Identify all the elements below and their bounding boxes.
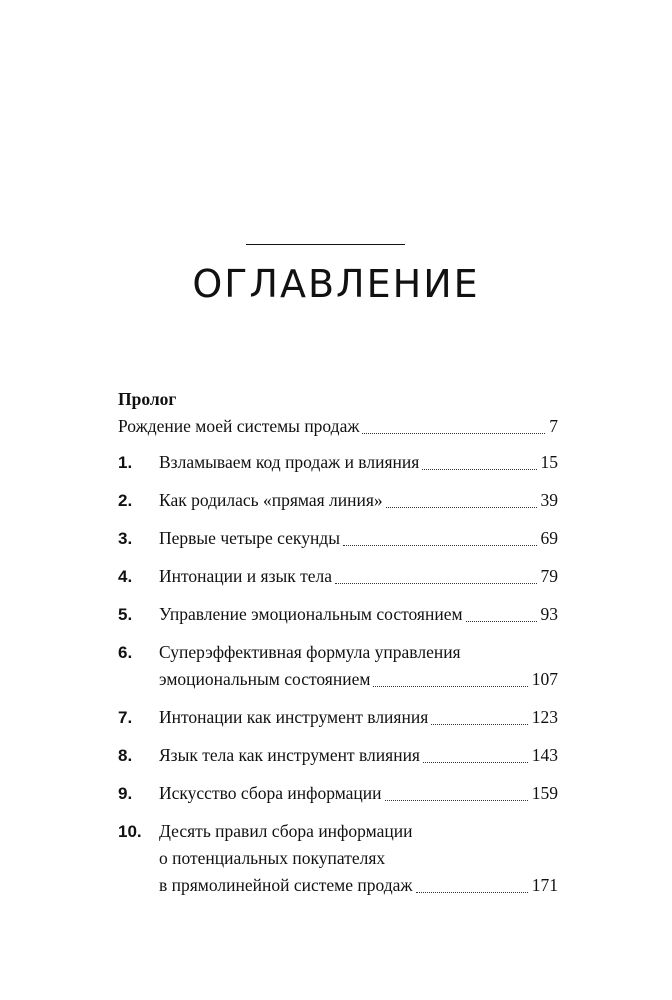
- dot-leader: [335, 583, 536, 584]
- chapter-last-line: [159, 449, 558, 476]
- page-number: 93: [540, 604, 558, 624]
- chapter-title-block: [159, 780, 558, 807]
- dot-leader: [466, 621, 537, 622]
- chapter-title-block: [159, 487, 558, 514]
- page-title: ОГЛАВЛЕНИЕ: [192, 262, 480, 306]
- chapter-title-block: [159, 601, 558, 628]
- toc-entry-chapter: [118, 704, 558, 731]
- dot-leader: [373, 686, 527, 687]
- toc-entry-chapter: [118, 449, 558, 476]
- chapter-title-block: [159, 449, 558, 476]
- page-number: 69: [540, 528, 558, 548]
- chapter-title-block: [159, 525, 558, 552]
- chapter-title-line: Первые четыре секунды: [159, 528, 340, 548]
- toc-entry-prologue: [118, 413, 558, 440]
- page-number: 107: [531, 669, 558, 689]
- page-number: 143: [531, 745, 558, 765]
- chapter-number: 1.: [118, 453, 133, 472]
- entry-title: Рождение моей системы продаж: [118, 416, 360, 436]
- title-rule: [246, 244, 405, 245]
- page-number: 171: [531, 875, 558, 895]
- dot-leader: [362, 433, 545, 434]
- chapter-last-line: [159, 780, 558, 807]
- chapter-title-block: [159, 818, 558, 899]
- chapter-last-line: [159, 742, 558, 769]
- dot-leader: [422, 469, 536, 470]
- chapter-title-line: Интонации как инструмент влияния: [159, 707, 429, 727]
- chapter-number: 2.: [118, 491, 133, 510]
- chapter-title-block: [159, 563, 558, 590]
- chapter-number: 3.: [118, 529, 133, 548]
- chapter-number: 6.: [118, 643, 133, 662]
- page-number: 159: [531, 783, 558, 803]
- page-number: 79: [540, 566, 558, 586]
- chapter-title-line: Язык тела как инструмент влияния: [159, 745, 420, 765]
- chapter-last-line: [159, 563, 558, 590]
- toc-entry-chapter: [118, 639, 558, 693]
- dot-leader: [416, 892, 528, 893]
- page-number: 15: [540, 452, 558, 472]
- page-number: 123: [531, 707, 558, 727]
- toc-entry-chapter: [118, 780, 558, 807]
- toc-entry-chapter: [118, 818, 558, 899]
- chapter-last-line: [159, 487, 558, 514]
- toc-entry-chapter: [118, 487, 558, 514]
- chapter-title-line: Десять правил сбора информации: [159, 821, 413, 841]
- chapter-title-line: Как родилась «прямая линия»: [159, 490, 383, 510]
- chapter-title-line: Интонации и язык тела: [159, 566, 333, 586]
- chapter-title-line: Суперэффективная формула управления: [159, 642, 461, 662]
- prologue-heading: Пролог: [118, 389, 177, 409]
- dot-leader: [423, 762, 528, 763]
- chapter-title-block: [159, 639, 558, 693]
- chapter-title-line: о потенциальных покупателях: [159, 848, 386, 868]
- chapter-last-line: [159, 872, 558, 899]
- dot-leader: [385, 800, 528, 801]
- toc-entry-chapter: [118, 525, 558, 552]
- chapter-last-line: [159, 704, 558, 731]
- dot-leader: [343, 545, 537, 546]
- page-number: 7: [549, 416, 558, 436]
- chapter-title-line: в прямолинейной системе продаж: [159, 875, 413, 895]
- chapter-number: 7.: [118, 708, 133, 727]
- chapter-list: [118, 449, 558, 899]
- toc-entry-chapter: [118, 742, 558, 769]
- chapter-title-line: эмоциональным состоянием: [159, 669, 371, 689]
- chapter-number: 10.: [118, 822, 142, 841]
- dot-leader: [431, 724, 528, 725]
- chapter-title-line: Взламываем код продаж и влияния: [159, 452, 420, 472]
- chapter-number: 5.: [118, 605, 133, 624]
- chapter-title-block: [159, 704, 558, 731]
- toc-entry-chapter: [118, 563, 558, 590]
- chapter-last-line: [159, 666, 558, 693]
- chapter-number: 4.: [118, 567, 133, 586]
- chapter-last-line: [159, 601, 558, 628]
- toc-entry-chapter: [118, 601, 558, 628]
- chapter-last-line: [159, 525, 558, 552]
- table-of-contents: [118, 386, 558, 899]
- page-number: 39: [540, 490, 558, 510]
- chapter-title-line: Управление эмоциональным состоянием: [159, 604, 463, 624]
- chapter-title-block: [159, 742, 558, 769]
- chapter-number: 9.: [118, 784, 133, 803]
- dot-leader: [386, 507, 537, 508]
- chapter-title-line: Искусство сбора информации: [159, 783, 382, 803]
- chapter-number: 8.: [118, 746, 133, 765]
